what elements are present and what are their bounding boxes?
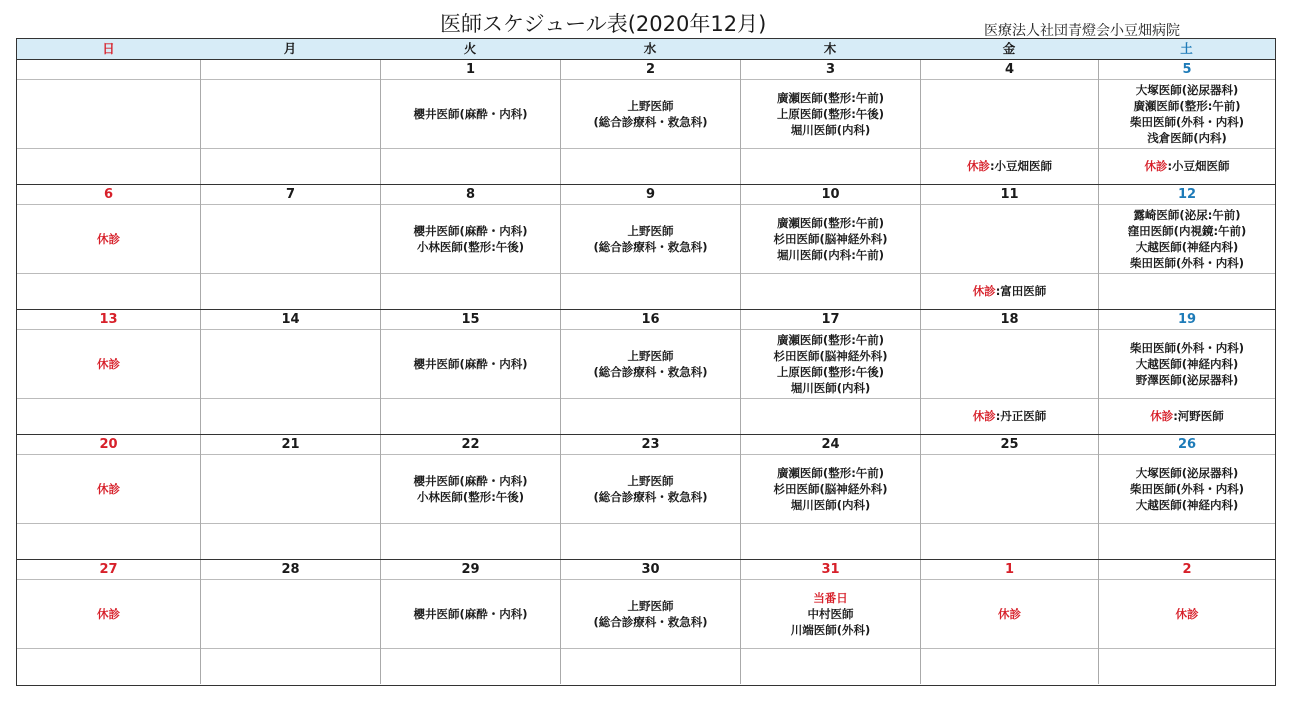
doctor-entry: 廣瀬医師(整形:午前) (776, 465, 885, 480)
weekday-tue: 火 (463, 41, 477, 56)
doctor-entry: 杉田医師(脳神経外科) (773, 231, 888, 246)
closure-note (381, 273, 560, 309)
doctor-entry: (総合診療科・救急科) (593, 239, 708, 254)
doctor-entry: (総合診療科・救急科) (593, 114, 708, 129)
day-number: 27 (17, 561, 200, 580)
doctor-entry: 堀川医師(内科) (790, 122, 871, 137)
doctor-schedule (17, 329, 200, 399)
closure-note (17, 523, 200, 559)
doctor-entry: 柴田医師(外科・内科) (1129, 481, 1244, 496)
day-number: 22 (381, 436, 560, 455)
doctor-schedule (201, 329, 380, 399)
closure-note (741, 148, 920, 184)
closure-note (17, 398, 200, 434)
day-number: 18 (921, 311, 1098, 330)
closure-label: 休診 (972, 409, 996, 423)
day-number: 10 (741, 186, 920, 205)
closure-note (381, 648, 560, 684)
doctor-entry: 廣瀬医師(整形:午前) (776, 90, 885, 105)
doctor-entry: 浅倉医師(内科) (1147, 130, 1227, 145)
doctor-entry: 廣瀬医師(整形:午前) (776, 332, 885, 347)
day-cell (560, 185, 740, 309)
day-cell (380, 560, 560, 684)
closure-note (921, 273, 1098, 309)
doctor-schedule (381, 329, 560, 399)
doctor-entry: (総合診療科・救急科) (593, 364, 708, 379)
doctor-entry: 上野医師 (627, 98, 674, 113)
day-number: 15 (381, 311, 560, 330)
organization-name: 医療法人社団青燈会小豆畑病院 (984, 23, 1180, 39)
doctor-schedule (741, 454, 920, 524)
closure-label: 休診 (1150, 409, 1174, 423)
doctor-schedule (381, 579, 560, 649)
closure-note (921, 648, 1098, 684)
doctor-schedule (1099, 329, 1275, 399)
day-cell (1098, 310, 1275, 434)
day-cell (1098, 60, 1275, 184)
doctor-entry: (総合診療科・救急科) (593, 614, 708, 629)
doctor-entry: 櫻井医師(麻酔・内科) (413, 356, 528, 371)
doctor-schedule (17, 579, 200, 649)
doctor-entry: 大越医師(神経内科) (1135, 497, 1239, 512)
closure-note (381, 523, 560, 559)
day-number: 24 (741, 436, 920, 455)
weekday-mon: 月 (283, 41, 297, 56)
day-cell (200, 310, 380, 434)
day-number: 5 (1099, 61, 1275, 80)
closure-note (741, 523, 920, 559)
day-cell (200, 560, 380, 684)
doctor-entry: 大越医師(神経内科) (1135, 239, 1239, 254)
doctor-schedule (561, 454, 740, 524)
doctor-schedule (741, 79, 920, 149)
doctor-entry: 小林医師(整形:午後) (416, 239, 525, 254)
day-number: 17 (741, 311, 920, 330)
day-number: 25 (921, 436, 1098, 455)
closure-note (381, 148, 560, 184)
doctor-entry: 野澤医師(泌尿器科) (1135, 372, 1239, 387)
day-number: 19 (1099, 311, 1275, 330)
day-cell (17, 560, 200, 684)
day-number: 28 (201, 561, 380, 580)
weekday-fri: 金 (1002, 41, 1016, 56)
day-number: 14 (201, 311, 380, 330)
day-cell (380, 185, 560, 309)
doctor-entry: 上原医師(整形:午後) (776, 364, 885, 379)
status-label: 休診 (97, 481, 120, 496)
closure-note (561, 398, 740, 434)
day-number: 11 (921, 186, 1098, 205)
closure-label: 休診 (1144, 159, 1168, 173)
doctor-schedule (921, 329, 1098, 399)
doctor-schedule (201, 579, 380, 649)
day-number: 8 (381, 186, 560, 205)
doctor-entry: 大塚医師(泌尿器科) (1135, 465, 1239, 480)
doctor-schedule (381, 454, 560, 524)
day-cell (200, 60, 380, 184)
closure-note (1099, 398, 1275, 434)
doctor-entry: 上野医師 (627, 598, 674, 613)
closure-note (17, 273, 200, 309)
doctor-schedule (921, 204, 1098, 274)
doctor-schedule (1099, 79, 1275, 149)
doctor-schedule (17, 79, 200, 149)
weekday-wed: 水 (643, 41, 657, 56)
doctor-entry: 堀川医師(内科) (790, 380, 871, 395)
doctor-entry: 柴田医師(外科・内科) (1129, 114, 1244, 129)
doctor-entry: 上野医師 (627, 473, 674, 488)
day-cell (1098, 560, 1275, 684)
doctor-entry: 廣瀬医師(整形:午前) (1133, 98, 1241, 113)
page-title: 医師スケジュール表(2020年12月) (440, 12, 767, 36)
doctor-schedule (201, 204, 380, 274)
day-number: 23 (561, 436, 740, 455)
day-number: 21 (201, 436, 380, 455)
doctor-schedule (201, 79, 380, 149)
day-cell (920, 310, 1098, 434)
doctor-entry: 上野医師 (627, 223, 674, 238)
status-label: 休診 (97, 231, 120, 246)
closure-label: 休診 (972, 284, 996, 298)
day-number: 4 (921, 61, 1098, 80)
doctor-schedule (1099, 454, 1275, 524)
closure-note (561, 648, 740, 684)
closure-note (561, 273, 740, 309)
closure-note (741, 398, 920, 434)
day-number: 30 (561, 561, 740, 580)
closure-note (921, 148, 1098, 184)
day-cell (920, 560, 1098, 684)
closure-doctor: :河野医師 (1173, 409, 1224, 423)
day-number: 16 (561, 311, 740, 330)
doctor-entry: 柴田医師(外科・内科) (1129, 340, 1244, 355)
doctor-entry: 上野医師 (627, 348, 674, 363)
closure-note (1099, 648, 1275, 684)
day-cell (17, 310, 200, 434)
closure-note (201, 398, 380, 434)
day-number (201, 61, 380, 80)
doctor-entry: 大塚医師(泌尿器科) (1135, 82, 1239, 97)
closure-note (1099, 273, 1275, 309)
day-cell (920, 185, 1098, 309)
doctor-entry: 大越医師(神経内科) (1135, 356, 1239, 371)
closure-note (201, 273, 380, 309)
week-row (17, 184, 1275, 309)
doctor-schedule (741, 579, 920, 649)
doctor-entry: 杉田医師(脳神経外科) (773, 481, 888, 496)
closure-note (17, 648, 200, 684)
day-number: 2 (1099, 561, 1275, 580)
day-number: 29 (381, 561, 560, 580)
day-number: 1 (381, 61, 560, 80)
closure-doctor: :小豆畑医師 (1167, 159, 1230, 173)
day-number (17, 61, 200, 80)
day-cell (380, 60, 560, 184)
doctor-schedule (381, 79, 560, 149)
doctor-schedule (921, 454, 1098, 524)
day-cell (560, 60, 740, 184)
status-label: 休診 (998, 606, 1021, 621)
closure-note (921, 398, 1098, 434)
week-row (17, 59, 1275, 184)
doctor-schedule (1099, 204, 1275, 274)
doctor-entry: 堀川医師(内科) (790, 497, 871, 512)
doctor-schedule (561, 79, 740, 149)
day-number: 26 (1099, 436, 1275, 455)
closure-doctor: :丹正医師 (995, 409, 1047, 423)
closure-doctor: :富田医師 (995, 284, 1047, 298)
week-row (17, 559, 1275, 684)
doctor-entry: 廣瀬医師(整形:午前) (776, 215, 885, 230)
calendar-table (16, 38, 1276, 686)
closure-note (1099, 523, 1275, 559)
day-number: 3 (741, 61, 920, 80)
day-cell (17, 185, 200, 309)
closure-note (741, 648, 920, 684)
closure-note (381, 398, 560, 434)
day-cell (1098, 185, 1275, 309)
day-cell (920, 435, 1098, 559)
doctor-schedule (201, 454, 380, 524)
day-number: 20 (17, 436, 200, 455)
doctor-entry: 露崎医師(泌尿:午前) (1133, 207, 1241, 222)
closure-note (921, 523, 1098, 559)
day-cell (740, 60, 920, 184)
day-number: 6 (17, 186, 200, 205)
doctor-entry: 柴田医師(外科・内科) (1129, 255, 1244, 270)
day-cell (200, 435, 380, 559)
closure-note (17, 148, 200, 184)
day-number: 9 (561, 186, 740, 205)
day-cell (920, 60, 1098, 184)
closure-note (201, 523, 380, 559)
status-label: 当番日 (813, 590, 848, 605)
doctor-schedule (561, 579, 740, 649)
doctor-schedule (741, 204, 920, 274)
day-cell (740, 310, 920, 434)
status-label: 休診 (97, 356, 120, 371)
doctor-schedule (381, 204, 560, 274)
day-number: 31 (741, 561, 920, 580)
status-label: 休診 (97, 606, 120, 621)
calendar-weeks (17, 59, 1275, 685)
doctor-entry: 小林医師(整形:午後) (416, 489, 525, 504)
weekday-sat: 土 (1180, 41, 1193, 56)
day-cell (560, 560, 740, 684)
week-row (17, 309, 1275, 434)
closure-note (741, 273, 920, 309)
doctor-schedule (17, 204, 200, 274)
doctor-schedule (17, 454, 200, 524)
doctor-entry: 櫻井医師(麻酔・内科) (413, 473, 528, 488)
doctor-entry: 中村医師 (807, 606, 854, 621)
doctor-entry: 杉田医師(脳神経外科) (773, 348, 888, 363)
closure-note (561, 523, 740, 559)
day-cell (740, 560, 920, 684)
weekday-thu: 木 (823, 41, 837, 56)
doctor-schedule (921, 79, 1098, 149)
doctor-entry: 櫻井医師(麻酔・内科) (413, 223, 528, 238)
doctor-entry: 川端医師(外科) (790, 622, 871, 637)
day-number: 1 (921, 561, 1098, 580)
status-label: 休診 (1175, 606, 1199, 621)
day-cell (740, 435, 920, 559)
day-number: 12 (1099, 186, 1275, 205)
day-cell (740, 185, 920, 309)
doctor-entry: 櫻井医師(麻酔・内科) (413, 606, 528, 621)
day-cell (380, 435, 560, 559)
doctor-schedule (561, 329, 740, 399)
closure-note (201, 648, 380, 684)
closure-note (561, 148, 740, 184)
weekday-header (17, 39, 1275, 59)
closure-note (201, 148, 380, 184)
day-cell (560, 310, 740, 434)
doctor-entry: 窪田医師(内視鏡:午前) (1127, 223, 1247, 238)
closure-label: 休診 (966, 159, 990, 173)
doctor-entry: (総合診療科・救急科) (593, 489, 708, 504)
doctor-entry: 櫻井医師(麻酔・内科) (413, 106, 528, 121)
day-number: 2 (561, 61, 740, 80)
doctor-entry: 上原医師(整形:午後) (776, 106, 885, 121)
day-cell (1098, 435, 1275, 559)
day-cell (17, 435, 200, 559)
doctor-schedule (741, 329, 920, 399)
doctor-entry: 堀川医師(内科:午前) (776, 247, 885, 262)
closure-doctor: :小豆畑医師 (989, 159, 1053, 173)
day-cell (380, 310, 560, 434)
doctor-schedule (561, 204, 740, 274)
weekday-sun: 日 (102, 41, 115, 56)
doctor-schedule (921, 579, 1098, 649)
day-cell (17, 60, 200, 184)
day-cell (560, 435, 740, 559)
doctor-schedule (1099, 579, 1275, 649)
day-number: 7 (201, 186, 380, 205)
week-row (17, 434, 1275, 559)
closure-note (1099, 148, 1275, 184)
day-cell (200, 185, 380, 309)
day-number: 13 (17, 311, 200, 330)
